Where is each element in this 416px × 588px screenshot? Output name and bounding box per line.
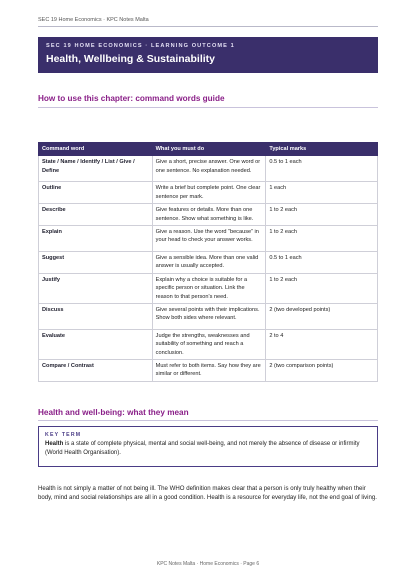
key-term-text: is a state of complete physical, mental and social well-being, and not merely the absence of disease or infirmity (World Health Organisation). bbox=[45, 441, 360, 457]
command-word-cell: Outline bbox=[39, 182, 153, 204]
table-row bbox=[39, 156, 378, 182]
running-header: SEC 19 Home Economics · KPC Notes Malta bbox=[38, 17, 149, 23]
marks-cell: 1 to 2 each bbox=[266, 225, 378, 251]
table-row bbox=[39, 182, 378, 204]
page-title: Health, Wellbeing & Sustainability bbox=[46, 53, 215, 65]
banner-kicker: SEC 19 HOME ECONOMICS · LEARNING OUTCOME 1 bbox=[46, 43, 235, 49]
command-word-cell: Evaluate bbox=[39, 329, 153, 359]
section-divider bbox=[38, 420, 378, 421]
column-header: Typical marks bbox=[266, 143, 378, 156]
header-divider bbox=[38, 26, 378, 27]
section-divider bbox=[38, 107, 378, 108]
command-words-table bbox=[38, 142, 378, 382]
task-cell: Give a short, precise answer. One word or one sentence. No explanation needed. bbox=[152, 156, 266, 182]
table-row bbox=[39, 329, 378, 359]
table-header-row bbox=[39, 143, 378, 156]
task-cell: Explain why a choice is suitable for a specific person or situation. Link the reason to that person's need. bbox=[152, 273, 266, 303]
marks-cell: 2 (two comparison points) bbox=[266, 360, 378, 382]
table-row bbox=[39, 251, 378, 273]
column-header: What you must do bbox=[152, 143, 266, 156]
command-word-cell: Describe bbox=[39, 204, 153, 226]
section-heading-command-words: How to use this chapter: command words guide bbox=[38, 94, 225, 103]
table-row bbox=[39, 225, 378, 251]
command-word-cell: Justify bbox=[39, 273, 153, 303]
marks-cell: 0.5 to 1 each bbox=[266, 156, 378, 182]
marks-cell: 1 each bbox=[266, 182, 378, 204]
marks-cell: 2 (two developed points) bbox=[266, 303, 378, 329]
column-header: Command word bbox=[39, 143, 153, 156]
table-row bbox=[39, 204, 378, 226]
task-cell: Give a sensible idea. More than one valid answer is usually accepted. bbox=[152, 251, 266, 273]
key-term-box bbox=[38, 426, 378, 467]
command-word-cell: Discuss bbox=[39, 303, 153, 329]
marks-cell: 0.5 to 1 each bbox=[266, 251, 378, 273]
marks-cell: 2 to 4 bbox=[266, 329, 378, 359]
chapter-banner bbox=[38, 37, 378, 73]
key-term-label: KEY TERM bbox=[45, 432, 82, 438]
task-cell: Must refer to both items. Say how they are similar or different. bbox=[152, 360, 266, 382]
command-word-cell: Compare / Contrast bbox=[39, 360, 153, 382]
table-row bbox=[39, 273, 378, 303]
page-footer: KPC Notes Malta · Home Economics · Page 6 bbox=[156, 561, 260, 567]
command-word-cell: Suggest bbox=[39, 251, 153, 273]
task-cell: Write a brief but complete point. One clear sentence per mark. bbox=[152, 182, 266, 204]
body-paragraph: Health is not simply a matter of not being ill. The WHO definition makes clear that a person is only truly healthy when their body, mind and social relationships are all in a good condition. Health is a resource for everyday life, not the end goal of living. bbox=[38, 485, 377, 502]
table-row bbox=[39, 303, 378, 329]
command-word-cell: State / Name / Identify / List / Give / Define bbox=[39, 156, 153, 182]
table-body bbox=[39, 156, 378, 381]
marks-cell: 1 to 2 each bbox=[266, 204, 378, 226]
marks-cell: 1 to 2 each bbox=[266, 273, 378, 303]
key-term-word: Health bbox=[45, 441, 64, 447]
table-row bbox=[39, 360, 378, 382]
command-word-cell: Explain bbox=[39, 225, 153, 251]
task-cell: Give features or details. More than one sentence. Show what something is like. bbox=[152, 204, 266, 226]
task-cell: Judge the strengths, weaknesses and suitability of something and reach a conclusion. bbox=[152, 329, 266, 359]
task-cell: Give several points with their implications. Show both sides where relevant. bbox=[152, 303, 266, 329]
key-term-definition bbox=[45, 440, 371, 459]
section-heading-health: Health and well-being: what they mean bbox=[38, 408, 189, 417]
task-cell: Give a reason. Use the word “because” in your head to check your answer works. bbox=[152, 225, 266, 251]
